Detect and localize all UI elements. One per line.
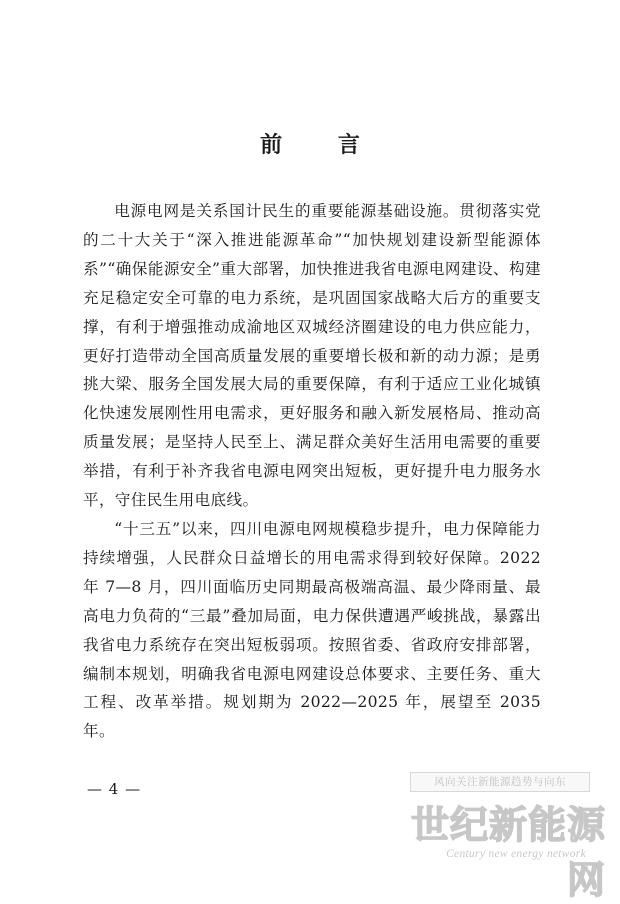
body-text (83, 197, 541, 746)
watermark (398, 772, 610, 902)
page-title: 前 言 (260, 132, 384, 158)
watermark-subtitle: Century new energy network (446, 848, 586, 860)
paragraph-2: “十三五”以来，四川电源电网规模稳步提升，电力保障能力持续增强，人民群众日益增长的用电需求得到较好保障。2022 年 7—8 月，四川面临历史同期最高极端高温、最少降雨量、最高电力负荷的“三最”叠加局面，电力保供遭遇严峻挑战，暴露出我省电力系统存在突出短板弱项。按照省委、省政府安排部署，编制本规划，明确我省电源电网建设总体要求、主要任务、重大工程、改革举措。规划期为 2022—2025 年，展望至 2035 年。 (83, 519, 541, 741)
page-number: — 4 — (87, 780, 142, 798)
watermark-banner: 风向关注新能源趋势与向东 (410, 772, 590, 792)
paragraph-1: 电源电网是关系国计民生的重要能源基础设施。贯彻落实党的二十大关于“深入推进能源革命”“加快规划建设新型能源体系”“确保能源安全”重大部署，加快推进我省电源电网建设、构建充足稳定安全可靠的电力系统，是巩固国家战略大后方的重要支撑，有利于增强推动成渝地区双城经济圈建设的电力供应能力，更好打造带动全国高质量发展的重要增长极和新的动力源；是勇挑大梁、服务全国发展大局的重要保障，有利于适应工业化城镇化快速发展刚性用电需求，更好服务和融入新发展格局、推动高质量发展；是坚持人民至上、满足群众美好生活用电需要的重要举措，有利于补齐我省电源电网突出短板，更好提升电力服务水平，守住民生用电底线。 (83, 202, 541, 510)
watermark-logo: 世纪新能源网 (410, 803, 606, 902)
